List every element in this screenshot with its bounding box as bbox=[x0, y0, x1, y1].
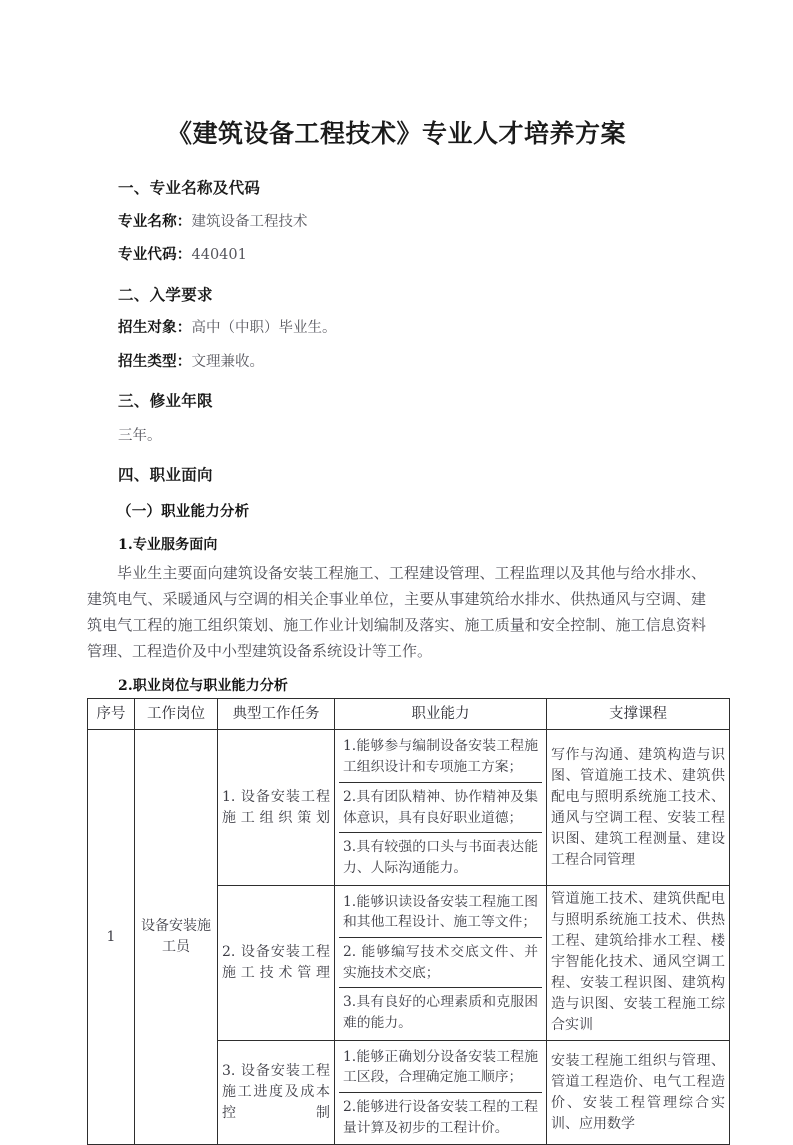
field-major-code bbox=[87, 229, 706, 263]
table-cell-ability bbox=[335, 730, 547, 885]
ability-sub-row bbox=[339, 888, 542, 938]
subsection-heading-post-ability: 2.职业岗位与职业能力分析 bbox=[118, 678, 288, 695]
field-admission-target bbox=[87, 302, 706, 336]
table-cell-post: 设备安装施工员 bbox=[135, 730, 218, 1145]
section-heading-3: 三、修业年限 bbox=[118, 391, 213, 411]
table-cell-ability bbox=[335, 885, 547, 1040]
field-major-code-label: 专业代码： bbox=[118, 246, 192, 264]
table-header-course: 支撑课程 bbox=[547, 699, 730, 730]
ability-sub-row bbox=[339, 988, 542, 1038]
table-cell-task: 1. 设备安装工程施工组织策划 bbox=[218, 730, 335, 885]
ability-sub-row bbox=[339, 782, 542, 832]
ability-sub-row bbox=[339, 937, 542, 987]
field-admission-target-label: 招生对象： bbox=[118, 319, 192, 337]
field-admission-type bbox=[87, 336, 706, 370]
table-cell-task: 3. 设备安装工程施工进度及成本控制 bbox=[218, 1040, 335, 1145]
ability-sub-row bbox=[339, 833, 542, 883]
section-heading-1: 一、专业名称及代码 bbox=[118, 178, 261, 198]
subsection-heading-career-ability: （一）职业能力分析 bbox=[117, 502, 250, 520]
study-duration-value: 三年。 bbox=[118, 427, 162, 444]
ability-item: 1.能够正确划分设备安装工程施工区段，合理确定施工顺序； bbox=[339, 1043, 542, 1093]
ability-sub-row bbox=[339, 1043, 542, 1093]
table-cell-course: 安装工程施工组织与管理、管道工程造价、电气工程造价、安装工程管理综合实训、应用数学 bbox=[547, 1040, 730, 1145]
field-major-name-value: 建筑设备工程技术 bbox=[191, 213, 308, 230]
ability-item: 2. 能够编写技术交底文件、并实施技术交底； bbox=[339, 937, 542, 987]
section-heading-4: 四、职业面向 bbox=[118, 465, 213, 485]
field-major-code-value: 440401 bbox=[191, 247, 247, 264]
field-major-name bbox=[87, 196, 706, 230]
table-header-ability: 职业能力 bbox=[335, 699, 547, 730]
ability-sub-table bbox=[339, 1043, 542, 1143]
table-cell-task: 2. 设备安装工程施工技术管理 bbox=[218, 885, 335, 1040]
career-ability-table-wrap bbox=[87, 693, 725, 1145]
ability-item: 3.具有良好的心理素质和克服困难的能力。 bbox=[343, 994, 538, 1031]
table-header-post: 工作岗位 bbox=[135, 699, 218, 730]
ability-sub-row bbox=[339, 1093, 542, 1143]
table-cell-index: 1 bbox=[88, 730, 135, 1145]
table-cell-course: 管道施工技术、建筑供配电与照明系统施工技术、供热工程、建筑给排水工程、楼宇智能化技术、通风空调工程、安装工程识图、建筑构造与识图、安装工程施工综合实训 bbox=[547, 885, 730, 1040]
section-heading-2: 二、入学要求 bbox=[118, 284, 213, 304]
table-header-index: 序号 bbox=[88, 699, 135, 730]
field-admission-target-value: 高中（中职）毕业生。 bbox=[191, 320, 337, 337]
ability-item: 2.具有团队精神、协作精神及集体意识，具有良好职业道德； bbox=[339, 782, 542, 832]
ability-sub-table bbox=[339, 888, 542, 1038]
table-header-task: 典型工作任务 bbox=[218, 699, 335, 730]
table-header-row bbox=[88, 699, 730, 730]
subsection-heading-service-orientation: 1.专业服务面向 bbox=[118, 537, 218, 554]
service-orientation-paragraph: 毕业生主要面向建筑设备安装工程施工、工程建设管理、工程监理以及其他与给水排水、建筑电气、采暖通风与空调的相关企事业单位，主要从事建筑给水排水、供热通风与空调、建筑电气工程的施工组织策划、施工作业计划编制及落实、施工质量和安全控制、施工信息资料管理、工程造价及中小型建筑设备系统设计等工作。 bbox=[87, 564, 706, 660]
field-admission-type-label: 招生类型： bbox=[118, 352, 192, 370]
ability-sub-table bbox=[339, 732, 542, 882]
ability-item: 1.能够参与编制设备安装工程施工组织设计和专项施工方案； bbox=[339, 732, 542, 782]
field-major-name-label: 专业名称： bbox=[118, 212, 192, 230]
ability-item: 1.能够识读设备安装工程施工图和其他工程设计、施工等文件； bbox=[339, 888, 542, 938]
ability-item: 3.具有较强的口头与书面表达能力、人际沟通能力。 bbox=[343, 839, 538, 876]
ability-item: 2.能够进行设备安装工程的工程量计算及初步的工程计价。 bbox=[343, 1099, 538, 1136]
career-ability-table bbox=[87, 698, 730, 1145]
table-cell-ability bbox=[335, 1040, 547, 1145]
page-title: 《建筑设备工程技术》专业人才培养方案 bbox=[166, 119, 626, 148]
table-cell-course: 写作与沟通、建筑构造与识图、管道施工技术、建筑供配电与照明系统施工技术、通风与空调工程、安装工程识图、建筑工程测量、建设工程合同管理 bbox=[547, 730, 730, 885]
field-admission-type-value: 文理兼收。 bbox=[191, 353, 264, 370]
ability-sub-row bbox=[339, 732, 542, 782]
table-row bbox=[88, 730, 730, 885]
